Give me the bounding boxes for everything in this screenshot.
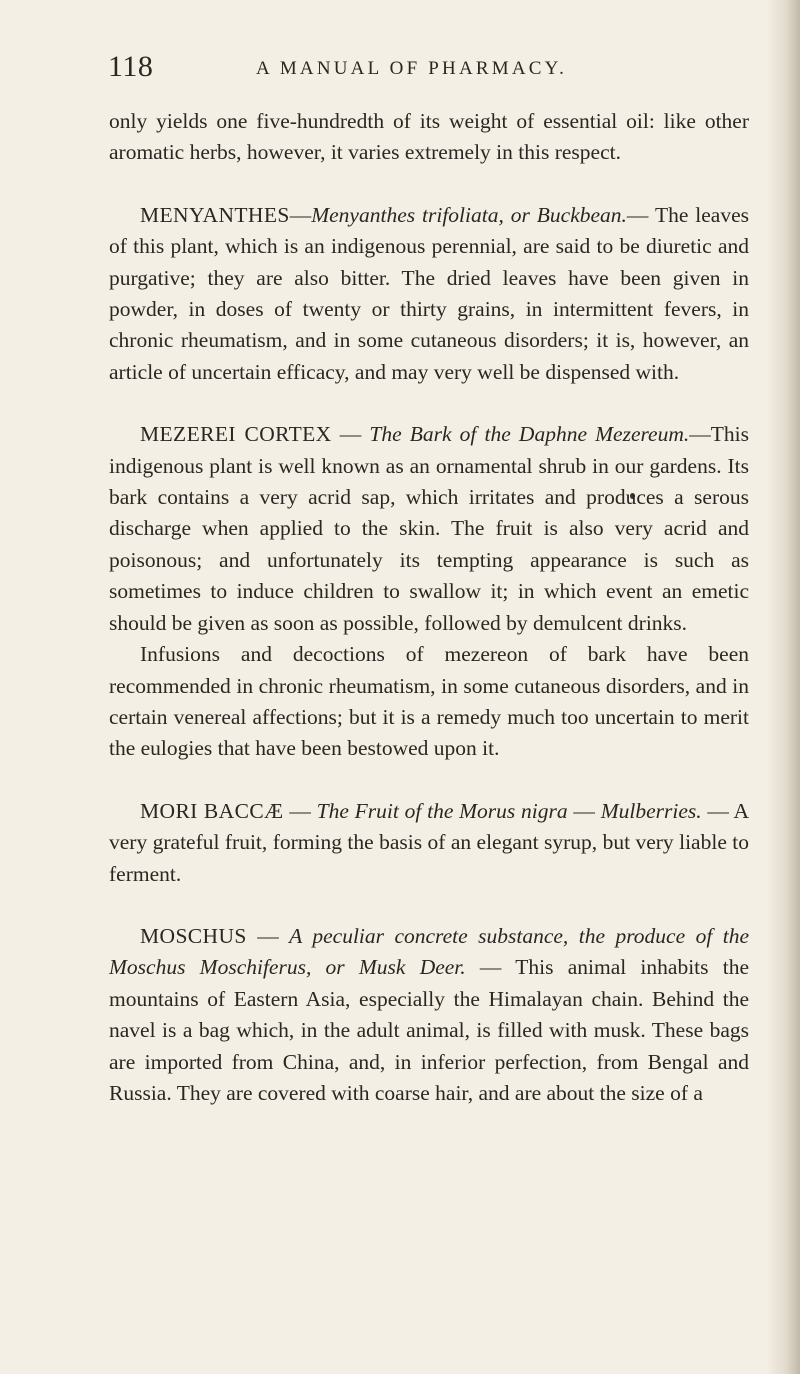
entry-body: This indigenous plant is well known as an ornamental shrub in our gardens. Its bark contains a very acrid sap, which irritates and produces a serous discharge when applied to the skin. The fruit is also very acrid and poisonous; and unfortunately its tempting appearance is such as sometimes to induce children to swallow it; in which event an emetic should be given as soon as possible, followed by demulcent drinks. — [109, 422, 749, 635]
entry-mori: MORI BACCÆ — The Fruit of the Morus nigra — Mulberries. — A very grateful fruit, forming the basis of an elegant syrup, but very liable to ferment. — [109, 798, 750, 886]
intro-paragraph: only yields one five-hundredth of its weight of essential oil: like other aromatic herbs, however, it varies extremely in this respect. — [109, 109, 749, 165]
entry-heading: MEZEREI CORTEX — [140, 422, 332, 447]
entry-mezerei-continued: Infusions and decoctions of mezereon of bark have been recommended in chronic rheumatism, in some cutaneous disorders, and in certain venereal affections; but it is a remedy much too uncertain to merit the eulogies that have been bestowed upon it. — [109, 642, 749, 761]
entry-subtitle-2: Mulberries. — [600, 798, 702, 823]
entry-subtitle: The Bark of the Daphne Mezereum. — [369, 422, 690, 447]
page-edge-shadow — [766, 0, 800, 1374]
entry-body: The leaves of this plant, which is an indigenous perennial, are said to be diuretic and purgative; they are also bitter. The dried leaves have been given in powder, in doses of twenty or thirty grains, in intermittent fevers, in chronic rheumatism, and in some cutaneous disorders; it is, however, an article of uncertain efficacy, and may very well be dispensed with. — [109, 202, 749, 384]
entry-mezerei: MEZEREI CORTEX — The Bark of the Daphne Mezereum.—This indigenous plant is well known as an ornamental shrub in our gardens. Its bark contains a very acrid sap, which irritates and produces a serous discharge when applied to the skin. The fruit is also very acrid and poisonous; and unfortunately its tempting appearance is such as sometimes to induce children to swallow it; in which event an emetic should be given as soon as possible, followed by demulcent drinks. — [109, 422, 749, 635]
entry-subtitle: The Fruit of the Morus nigra — [316, 798, 568, 823]
page-header — [108, 50, 748, 90]
entry-heading: MORI BACCÆ — [140, 798, 284, 823]
entry-subtitle: Menyanthes trifoliata, or Buckbean. — [311, 202, 627, 227]
entry-menyanthes: MENYANTHES—Menyanthes trifoliata, or Buckbean.— The leaves of this plant, which is an indigenous perennial, are said to be diuretic and purgative; they are also bitter. The dried leaves have been given in powder, in doses of twenty or thirty grains, in intermittent fevers, in chronic rheumatism, and in some cutaneous disorders; it is, however, an article of uncertain efficacy, and may very well be dispensed with. — [109, 202, 749, 384]
entry-body: This animal inhabits the mountains of Eastern Asia, especially the Himalayan chain. Behind the navel is a bag which, in the adult animal, is filled with musk. These bags are imported from China, and, in inferior perfection, from Bengal and Russia. They are covered with coarse hair, and are about the size of a — [109, 955, 750, 1105]
page-number: 118 — [108, 50, 154, 83]
entry-heading: MOSCHUS — [140, 923, 247, 948]
entry-subtitle: A peculiar concrete substance, the produce of the Moschus Moschiferus, or Musk Deer. — [109, 923, 750, 980]
entry-heading: MENYANTHES — [140, 202, 290, 227]
page-body — [109, 106, 749, 1109]
entry-body: A very grateful fruit, forming the basis of an elegant syrup, but very liable to ferment. — [109, 798, 750, 886]
running-title: A MANUAL OF PHARMACY. — [256, 58, 568, 79]
entry-moschus: MOSCHUS — A peculiar concrete substance, the produce of the Moschus Moschiferus, or Musk Deer. — This animal inhabits the mountains of Eastern Asia, especially the Himalayan chain. Behind the navel is a bag which, in the adult animal, is filled with musk. These bags are imported from China, and, in inferior perfection, from Bengal and Russia. They are covered with coarse hair, and are about the size of a — [109, 923, 750, 1105]
